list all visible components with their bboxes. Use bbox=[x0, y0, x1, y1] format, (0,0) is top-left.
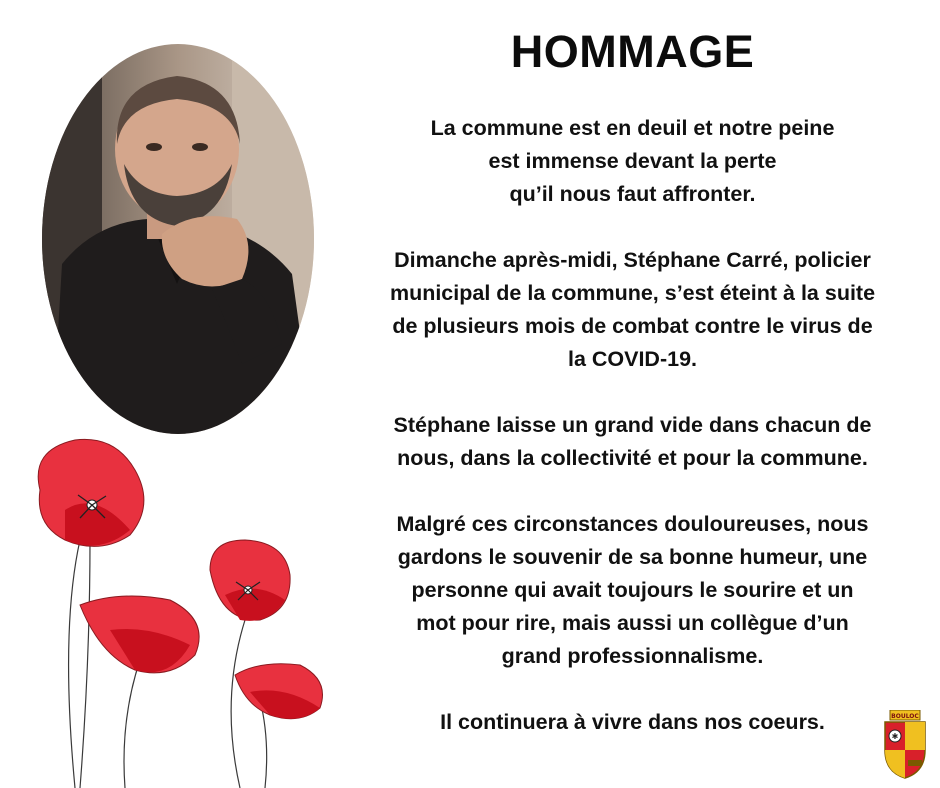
paragraph-3 bbox=[355, 409, 910, 475]
paragraph-4 bbox=[355, 508, 910, 673]
text-line: de plusieurs mois de combat contre le virus de bbox=[392, 314, 873, 338]
text-line: Dimanche après-midi, Stéphane Carré, policier bbox=[394, 248, 871, 272]
poppy-flower-4 bbox=[235, 664, 323, 719]
poppy-flower-2 bbox=[80, 596, 199, 673]
svg-text:✱: ✱ bbox=[891, 732, 899, 741]
text-line: La commune est en deuil et notre peine bbox=[430, 116, 835, 140]
text-line: mot pour rire, mais aussi un collègue d’un bbox=[416, 611, 849, 635]
text-line: gardons le souvenir de sa bonne humeur, une bbox=[397, 545, 868, 569]
paragraph-5 bbox=[355, 706, 910, 739]
paragraph-1 bbox=[355, 112, 910, 211]
text-line: est immense devant la perte bbox=[488, 149, 777, 173]
page-title: HOMMAGE bbox=[510, 26, 755, 77]
text-line: Malgré ces circonstances douloureuses, nous bbox=[396, 512, 869, 536]
paragraph-2 bbox=[355, 244, 910, 376]
svg-text:BOULOC: BOULOC bbox=[891, 713, 919, 720]
tribute-text bbox=[355, 112, 910, 772]
poppy-flower-1 bbox=[38, 439, 144, 546]
text-line: nous, dans la collectivité et pour la commune. bbox=[397, 446, 868, 470]
portrait-photo bbox=[42, 44, 314, 434]
text-line: Stéphane laisse un grand vide dans chacun de bbox=[393, 413, 872, 437]
text-line: Il continuera à vivre dans nos coeurs. bbox=[440, 710, 825, 734]
poppy-flower-3 bbox=[210, 540, 290, 621]
town-crest-logo bbox=[880, 710, 930, 780]
text-line: grand professionnalisme. bbox=[501, 644, 764, 668]
text-line: municipal de la commune, s’est éteint à la suite bbox=[389, 281, 876, 305]
text-line: qu’il nous faut affronter. bbox=[509, 182, 756, 206]
text-line: personne qui avait toujours le sourire et un bbox=[411, 578, 854, 602]
text-line: la COVID-19. bbox=[567, 347, 698, 371]
poppies-illustration bbox=[20, 430, 340, 788]
